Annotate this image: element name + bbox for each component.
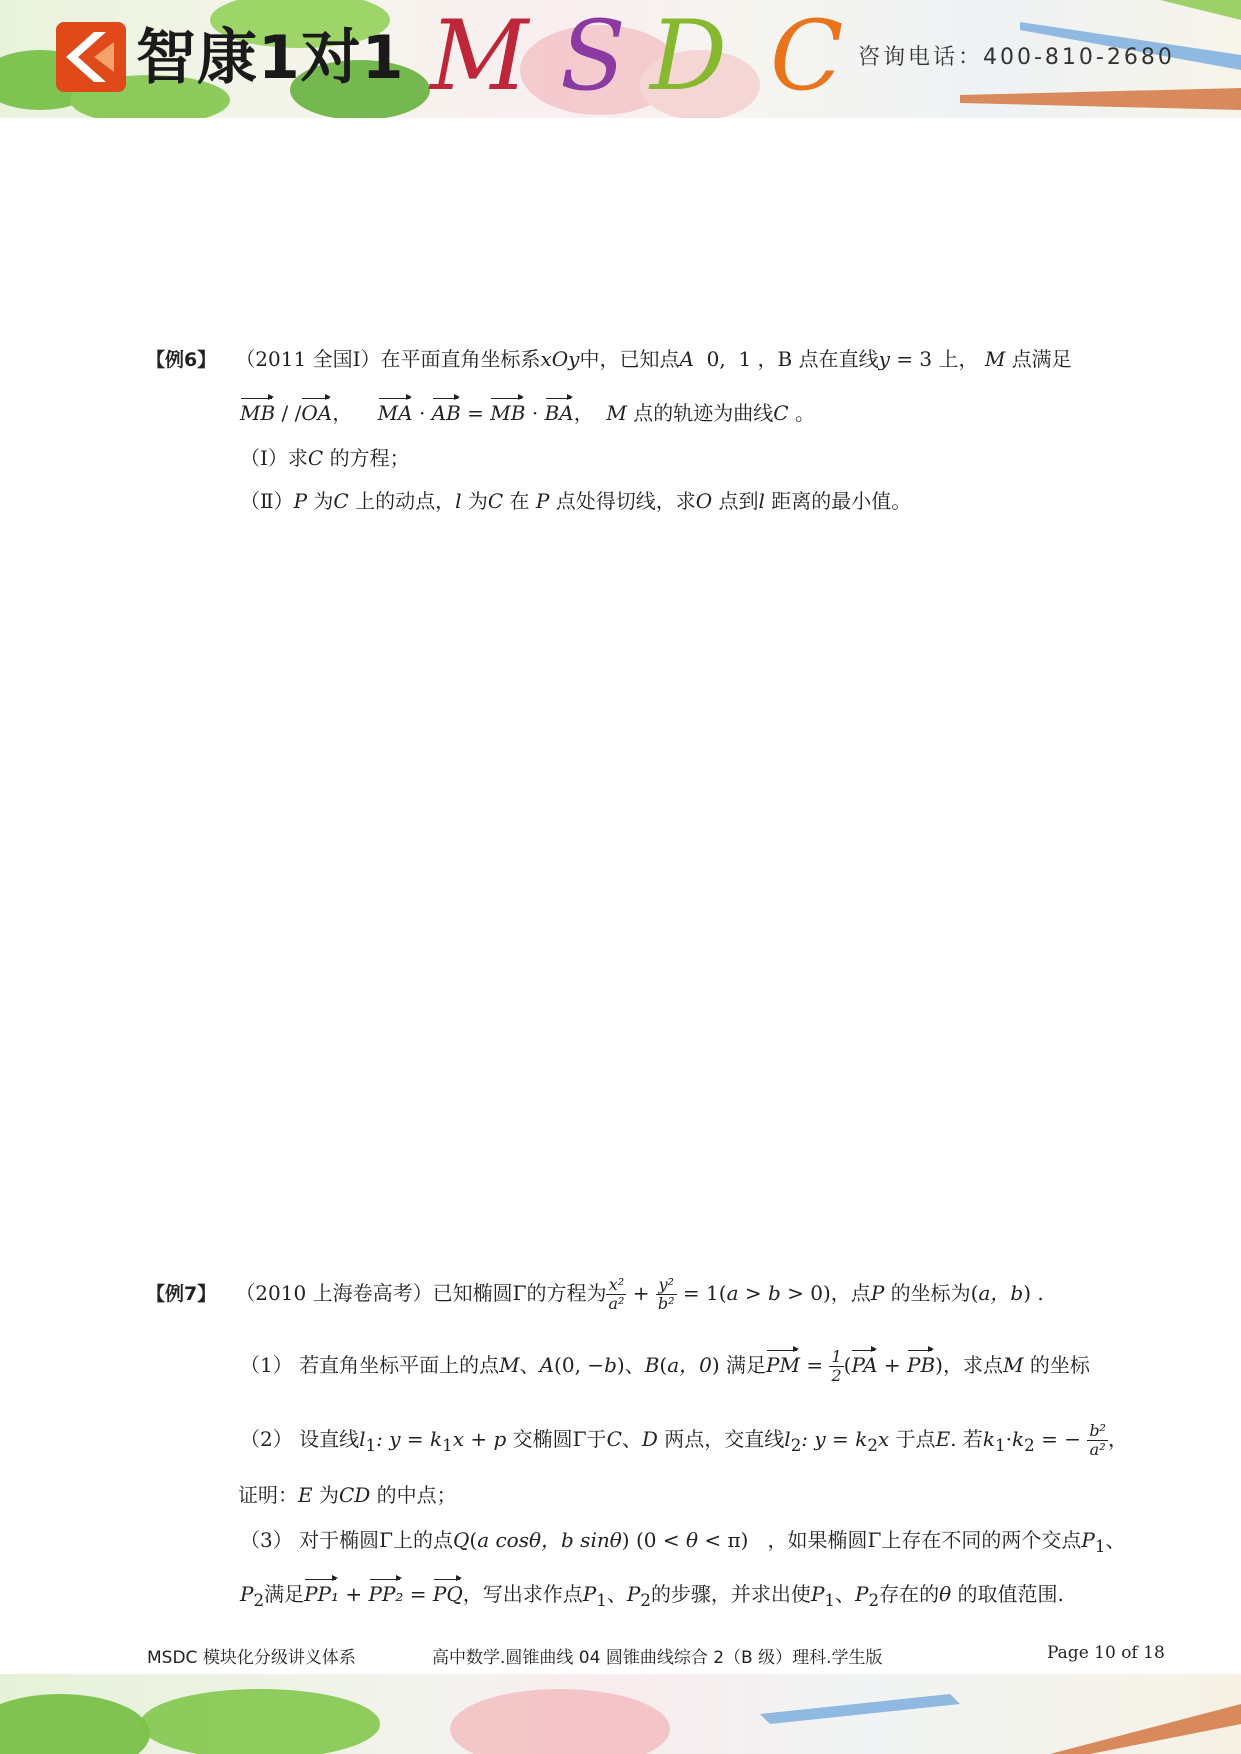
math: b [767,1281,781,1305]
text: 的坐标为 [890,1281,971,1305]
vector: MB [490,401,526,425]
example-label: 【例6】 [146,349,217,371]
math: C [307,446,324,470]
brand-letter-d: D [650,0,727,112]
math: P [855,1582,869,1606]
subscript: 1 [365,1436,377,1455]
subscript: 2 [868,1591,880,1610]
denominator: a² [1089,1440,1106,1459]
brand-letter-m: M [430,0,529,112]
math: a，b [978,1281,1024,1305]
text: ，如果椭圆Γ上存在不同的两个交点 [767,1528,1082,1552]
text: / / [275,401,302,425]
text: 满足 [264,1582,305,1606]
text: （1） 若直角坐标平面上的点 [240,1353,500,1377]
footer-decoration [0,1674,1241,1754]
example-6-line-2: MB / /OA， MA · AB = MB · BA， M 点的轨迹为曲线C 。 [240,401,815,425]
math: k [1011,1427,1025,1451]
example-7-line-1: 【例7】 （2010 上海卷高考）已知椭圆Γ的方程为 $\frac{\text{x²}}{\text{a²}}$ + $\frac{\text{y²}}{\text{b²}}$ = 1(a > b > 0)，点P 的坐标为(a，b) . [146,1275,1044,1313]
vector: PP₂ [368,1582,404,1606]
math: b [604,1353,617,1377]
text: 为 [318,1483,339,1507]
page-header [0,0,1241,118]
text: 、 [606,1582,627,1606]
logo-icon [56,22,126,92]
math: : y [801,1427,826,1451]
text: 、 [519,1353,540,1377]
text: . [1037,1281,1044,1305]
subscript: 1 [1094,1537,1106,1556]
brand-letter-c: C [770,0,844,112]
math: A [539,1353,555,1377]
fraction-y2-b2 [656,1276,677,1313]
subscript: 1 [596,1591,607,1610]
math: E [298,1483,313,1507]
math: P [535,489,550,513]
text: ，B 点在直线 [757,347,879,371]
text: 中，已知点 [579,347,680,371]
math: P [626,1582,641,1606]
text: 。 [794,401,815,425]
example-6-line-1: 【例6】 （2011 全国Ⅰ）在平面直角坐标系xOy中，已知点A 0, 1 ，B 点在直线y = 3 上， M 点满足 [146,347,1072,371]
text: (0 [635,1528,657,1552]
example-6-line-4 [240,488,911,514]
vector: MA [377,401,413,425]
footer-art-image [0,1674,1241,1754]
example-7-line-4 [238,1482,457,1508]
text: （3） 对于椭圆Γ上的点 [240,1528,453,1552]
math: E [935,1427,951,1451]
math: x [877,1427,890,1451]
text: 点处得切线，求 [555,489,696,513]
text: 的坐标 [1029,1353,1090,1377]
text: （2010 上海卷高考）已知椭圆Γ的方程为 [235,1281,607,1305]
logo-text: 智康1对1 [136,23,405,93]
example-7-line-5: （3） 对于椭圆Γ上的点Q(a cosθ，b sinθ) (0 < θ < π) ，如果椭圆Γ上存在不同的两个交点$P_1$、 [240,1528,1126,1556]
text: 点满足 [1011,347,1072,371]
text: 交椭圆Γ于 [512,1427,607,1451]
contact-phone: 咨询电话：400-810-2680 [858,45,1175,70]
text: （Ⅱ） [240,489,294,513]
math: θ [939,1582,952,1606]
math: C [333,489,349,513]
text: 3 上， [919,347,979,371]
math: θ [685,1528,698,1552]
text: 1( [706,1281,727,1305]
text: 0, [706,347,726,371]
math: k [982,1427,996,1451]
numerator: b² [1089,1421,1106,1440]
math: x [452,1427,465,1451]
text: 0, [561,1353,581,1377]
vector: OA [301,401,333,425]
math: l [758,489,765,513]
math: k [855,1427,868,1451]
vector: PQ [432,1582,463,1606]
text: 证明： [238,1483,298,1507]
text: （2） 设直线 [240,1427,360,1451]
text: 两点，交直线 [664,1427,785,1451]
text: ，求点 [942,1353,1003,1377]
text: 的取值范围. [957,1582,1064,1606]
text: 于点 [895,1427,936,1451]
example-7-line-3: （2） 设直线$l_1$: $y = k_1x + p$ 交椭圆Γ于C、D 两点，交直线$l_2$: $y = k_2x$ 于点E. 若$k_1\cdot k_2$ = − $\frac{\text{b²}}{\text{a²}}$ ， [240,1421,1128,1459]
text: 、 [1105,1528,1126,1552]
text: 、 [835,1582,856,1606]
example-7-line-6: $P_2$满足PP₁ + PP₂ = PQ，写出求作点$P_1$、$P_2$的步骤，并求出使$P_1$、$P_2$存在的θ 的取值范围. [240,1582,1064,1610]
math: M [499,1353,520,1377]
subscript: 1 [442,1436,453,1455]
math: O [695,489,713,513]
math: P [870,1281,885,1305]
vector: MB [240,401,276,425]
math: p [493,1427,507,1451]
math: k [430,1427,443,1451]
subscript: 2 [790,1436,802,1455]
math: P [810,1582,825,1606]
subscript: 1 [995,1436,1006,1455]
math: a，0 [667,1353,712,1377]
subscript: 2 [640,1591,651,1610]
math: a [726,1281,739,1305]
math: P [293,489,308,513]
text: 的步骤，并求出使 [650,1582,811,1606]
subscript: 2 [253,1591,265,1610]
vector: PM [766,1353,800,1377]
subscript: 1 [824,1591,836,1610]
text: π) [727,1528,749,1552]
vector: PP₁ [304,1582,340,1606]
denominator: b² [657,1294,675,1313]
math: Q [452,1528,470,1552]
text: 点到 [718,489,759,513]
math: l [784,1427,791,1451]
text: （2011 全国Ⅰ）在平面直角坐标系 [235,347,541,371]
text: 、 [624,1353,645,1377]
math: M [606,401,627,425]
text: 0)，点 [810,1281,871,1305]
math: M [984,347,1006,371]
text: . 若 [950,1427,983,1451]
page-number: Page 10 of 18 [1047,1643,1165,1663]
vector: BA [544,401,574,425]
math: l [455,489,462,513]
numerator: 1 [831,1347,842,1366]
math: a cosθ，b sinθ [477,1528,622,1552]
footer-series: MSDC 模块化分级讲义体系 [147,1648,356,1668]
text: 为 [313,489,334,513]
text: 满足 [726,1353,767,1377]
math: A [679,347,694,371]
fraction-half [829,1348,843,1385]
math: : y [376,1427,401,1451]
text: 为 [467,489,488,513]
text: 1 [738,347,752,371]
text: 距离的最小值。 [771,489,912,513]
text: ， [1107,1427,1128,1451]
text: ， [573,401,594,425]
text: 上的动点， [355,489,456,513]
math: P [582,1582,597,1606]
fraction-b2-a2 [1087,1422,1108,1459]
vector: PB [907,1353,936,1377]
vector: PA [851,1353,878,1377]
subscript: 2 [1024,1436,1035,1455]
vector: AB [431,401,461,425]
math: P [1081,1528,1095,1552]
text: 在 [509,489,530,513]
text: 存在的 [879,1582,940,1606]
math: l [359,1427,366,1451]
fraction-x2-a2 [606,1276,626,1313]
subscript: 2 [867,1436,878,1455]
denominator: 2 [831,1366,842,1385]
math: M [1002,1353,1024,1377]
text: 点的轨迹为曲线 [633,401,774,425]
text: 的中点； [376,1483,457,1507]
text: · [1005,1427,1012,1451]
math: C [487,489,504,513]
text: 的方程； [329,446,410,470]
text: ，写出求作点 [462,1582,583,1606]
math: C [606,1427,622,1451]
text: （Ⅰ）求 [240,446,308,470]
numerator: x² [606,1276,626,1295]
footer-title: 高中数学.圆锥曲线 04 圆锥曲线综合 2（B 级）理科.学生版 [432,1648,883,1668]
denominator: a² [608,1294,625,1313]
example-7-line-2: （1） 若直角坐标平面上的点M、A(0, −b)、B(a，0) 满足PM = $\frac{1}{2}$ (PA + PB)，求点M 的坐标 [240,1347,1090,1385]
math: y [878,347,890,371]
math: P [240,1582,254,1606]
example-6-line-3 [240,445,410,471]
math: B [644,1353,660,1377]
brand-letter-s: S [560,0,626,112]
math: xOy [540,347,580,371]
example-label: 【例7】 [146,1283,217,1305]
numerator: y² [656,1276,677,1295]
math: C [773,401,789,425]
text: ， [332,401,353,425]
math: CD [338,1483,371,1507]
math: D [641,1427,658,1451]
text: 、 [621,1427,642,1451]
